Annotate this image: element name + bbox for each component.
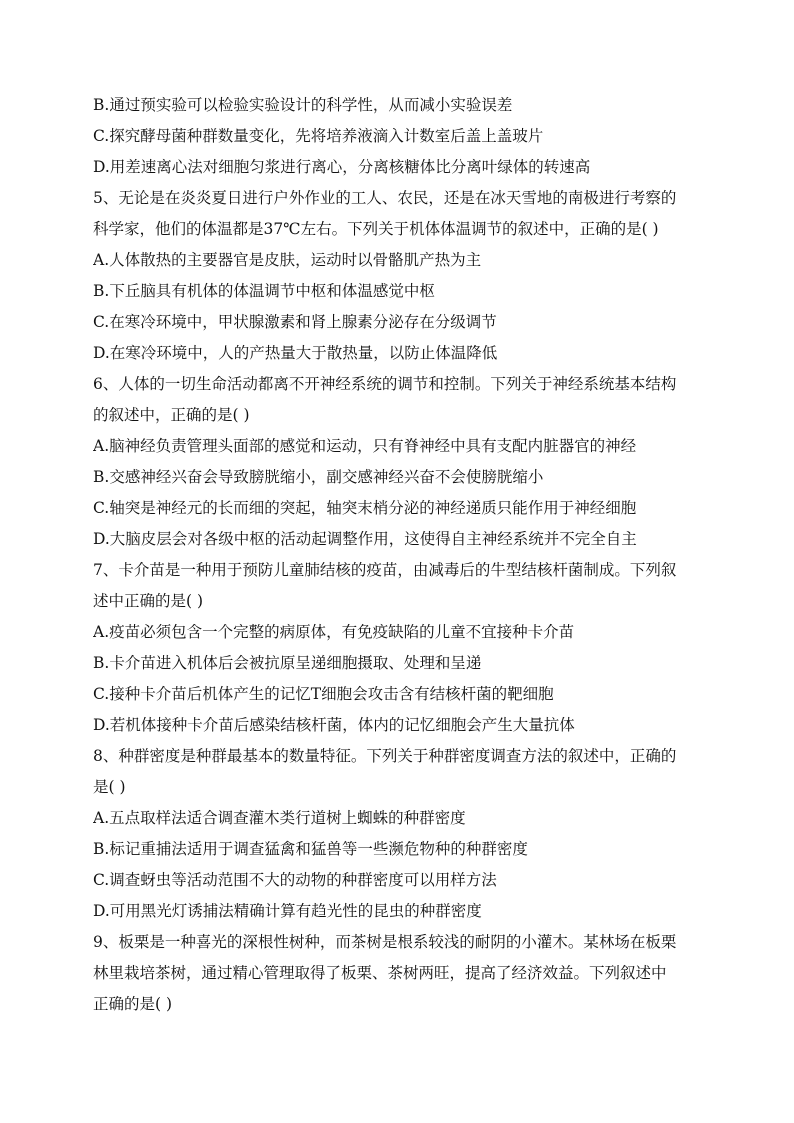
option-line: C.探究酵母菌种群数量变化，先将培养液滴入计数室后盖上盖玻片 [93, 127, 544, 145]
question-8-stem: 8、种群密度是种群最基本的数量特征。下列关于种群密度调查方法的叙述中，正确的 [93, 747, 677, 765]
question-5-option-b: B.下丘脑具有机体的体温调节中枢和体温感觉中枢 [93, 282, 435, 300]
question-6-stem: 的叙述中，正确的是( ) [93, 406, 250, 424]
question-5-option-c: C.在寒冷环境中，甲状腺激素和肾上腺素分泌存在分级调节 [93, 313, 497, 331]
question-9-stem: 林里栽培茶树，通过精心管理取得了板栗、茶树两旺，提高了经济效益。下列叙述中 [93, 964, 667, 982]
question-8-option-d: D.可用黑光灯诱捕法精确计算有趋光性的昆虫的种群密度 [93, 902, 482, 920]
question-7-option-d: D.若机体接种卡介苗后感染结核杆菌，体内的记忆细胞会产生大量抗体 [93, 716, 575, 734]
question-5-stem: 科学家，他们的体温都是37℃左右。下列关于机体体温调节的叙述中，正确的是( ) [93, 220, 659, 238]
question-6-stem: 6、人体的一切生命活动都离不开神经系统的调节和控制。下列关于神经系统基本结构 [93, 375, 677, 393]
option-line: D.用差速离心法对细胞匀浆进行离心，分离核糖体比分离叶绿体的转速高 [93, 158, 591, 176]
question-6-option-d: D.大脑皮层会对各级中枢的活动起调整作用，这使得自主神经系统并不完全自主 [93, 530, 637, 548]
question-5-option-a: A.人体散热的主要器官是皮肤，运动时以骨骼肌产热为主 [93, 251, 482, 269]
question-8-stem: 是( ) [93, 778, 126, 796]
question-6-option-b: B.交感神经兴奋会导致膀胱缩小，副交感神经兴奋不会使膀胱缩小 [93, 468, 544, 486]
option-line: B.通过预实验可以检验实验设计的科学性，从而减小实验误差 [93, 96, 513, 114]
question-7-option-a: A.疫苗必须包含一个完整的病原体，有免疫缺陷的儿童不宜接种卡介苗 [93, 623, 575, 641]
question-9-stem: 正确的是( ) [93, 995, 173, 1013]
question-7-stem: 7、卡介苗是一种用于预防儿童肺结核的疫苗，由减毒后的牛型结核杆菌制成。下列叙 [93, 561, 677, 579]
question-8-option-a: A.五点取样法适合调查灌木类行道树上蜘蛛的种群密度 [93, 809, 466, 827]
question-9-stem: 9、板栗是一种喜光的深根性树种，而茶树是根系较浅的耐阴的小灌木。某林场在板栗 [93, 933, 677, 951]
question-8-option-c: C.调查蚜虫等活动范围不大的动物的种群密度可以用样方法 [93, 871, 497, 889]
question-7-option-c: C.接种卡介苗后机体产生的记忆T细胞会攻击含有结核杆菌的靶细胞 [93, 685, 554, 703]
question-6-option-c: C.轴突是神经元的长而细的突起，轴突末梢分泌的神经递质只能作用于神经细胞 [93, 499, 637, 517]
question-6-option-a: A.脑神经负责管理头面部的感觉和运动，只有脊神经中具有支配内脏器官的神经 [93, 437, 637, 455]
document-body [93, 90, 705, 1020]
question-5-stem: 5、无论是在炎炎夏日进行户外作业的工人、农民，还是在冰天雪地的南极进行考察的 [93, 189, 677, 207]
question-7-stem: 述中正确的是( ) [93, 592, 204, 610]
question-8-option-b: B.标记重捕法适用于调查猛禽和猛兽等一些濒危物种的种群密度 [93, 840, 528, 858]
question-5-option-d: D.在寒冷环境中，人的产热量大于散热量，以防止体温降低 [93, 344, 498, 362]
question-7-option-b: B.卡介苗进入机体后会被抗原呈递细胞摄取、处理和呈递 [93, 654, 482, 672]
